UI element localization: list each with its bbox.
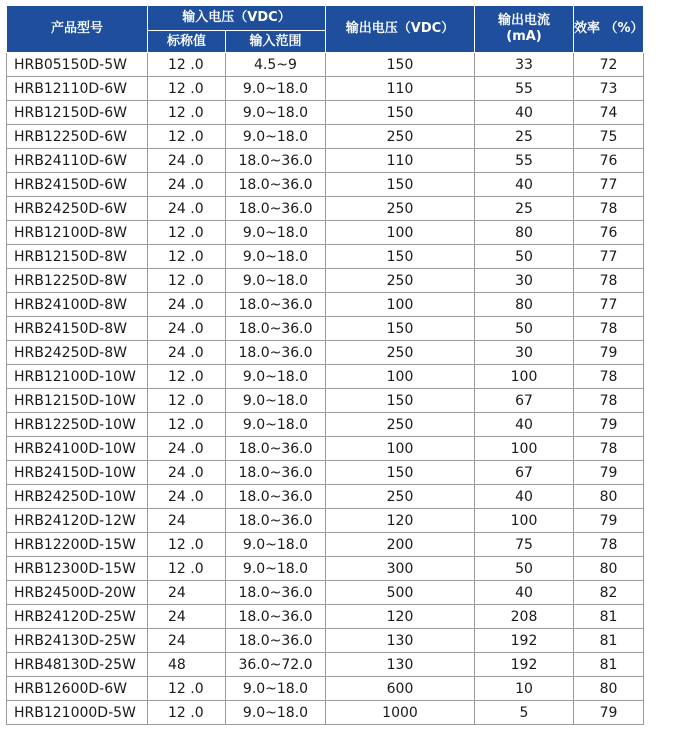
output-current-cell: 25 <box>475 197 574 221</box>
output-current-label: 输出电流 <box>497 13 550 28</box>
output-voltage-cell: 150 <box>326 461 475 485</box>
nominal-voltage-cell: 12 .0 <box>148 677 226 701</box>
table-row <box>7 269 644 293</box>
output-voltage-cell: 100 <box>326 293 475 317</box>
efficiency-cell: 79 <box>574 341 644 365</box>
model-cell: HRB24100D-8W <box>7 293 148 317</box>
input-range-cell: 9.0~18.0 <box>226 269 326 293</box>
nominal-voltage-cell: 12 .0 <box>148 413 226 437</box>
input-range-cell: 9.0~18.0 <box>226 533 326 557</box>
efficiency-cell: 82 <box>574 581 644 605</box>
output-current-cell: 55 <box>475 149 574 173</box>
input-range-cell: 9.0~18.0 <box>226 221 326 245</box>
model-cell: HRB24130D-25W <box>7 629 148 653</box>
output-voltage-cell: 150 <box>326 389 475 413</box>
efficiency-cell: 79 <box>574 413 644 437</box>
input-range-cell: 18.0~36.0 <box>226 509 326 533</box>
model-cell: HRB12300D-15W <box>7 557 148 581</box>
input-range-cell: 18.0~36.0 <box>226 317 326 341</box>
output-voltage-cell: 100 <box>326 365 475 389</box>
output-voltage-cell: 600 <box>326 677 475 701</box>
nominal-voltage-cell: 24 .0 <box>148 149 226 173</box>
table-row <box>7 173 644 197</box>
efficiency-cell: 74 <box>574 101 644 125</box>
output-voltage-cell: 300 <box>326 557 475 581</box>
output-voltage-cell: 150 <box>326 101 475 125</box>
model-cell: HRB24250D-10W <box>7 485 148 509</box>
model-cell: HRB24500D-20W <box>7 581 148 605</box>
output-current-cell: 40 <box>475 101 574 125</box>
input-range-cell: 18.0~36.0 <box>226 629 326 653</box>
output-current-cell: 25 <box>475 125 574 149</box>
efficiency-cell: 78 <box>574 197 644 221</box>
output-voltage-cell: 150 <box>326 173 475 197</box>
efficiency-cell: 78 <box>574 269 644 293</box>
input-range-cell: 18.0~36.0 <box>226 341 326 365</box>
input-range-cell: 9.0~18.0 <box>226 365 326 389</box>
output-current-unit: (mA) <box>506 29 542 44</box>
efficiency-cell: 73 <box>574 77 644 101</box>
efficiency-cell: 78 <box>574 317 644 341</box>
efficiency-cell: 81 <box>574 605 644 629</box>
model-cell: HRB12110D-6W <box>7 77 148 101</box>
efficiency-cell: 81 <box>574 653 644 677</box>
nominal-voltage-cell: 12 .0 <box>148 365 226 389</box>
efficiency-cell: 79 <box>574 509 644 533</box>
output-voltage-cell: 110 <box>326 77 475 101</box>
output-voltage-cell: 250 <box>326 341 475 365</box>
input-range-cell: 9.0~18.0 <box>226 389 326 413</box>
input-range-header: 输入范围 <box>226 31 326 53</box>
input-range-cell: 18.0~36.0 <box>226 485 326 509</box>
output-current-cell: 40 <box>475 413 574 437</box>
efficiency-cell: 78 <box>574 437 644 461</box>
table-row <box>7 677 644 701</box>
model-cell: HRB05150D-5W <box>7 53 148 77</box>
nominal-voltage-cell: 24 <box>148 581 226 605</box>
efficiency-cell: 80 <box>574 485 644 509</box>
model-cell: HRB24250D-6W <box>7 197 148 221</box>
nominal-voltage-cell: 12 .0 <box>148 245 226 269</box>
model-cell: HRB12150D-10W <box>7 389 148 413</box>
output-voltage-cell: 130 <box>326 629 475 653</box>
table-row <box>7 461 644 485</box>
input-range-cell: 18.0~36.0 <box>226 149 326 173</box>
table-row <box>7 701 644 725</box>
nominal-voltage-cell: 24 .0 <box>148 485 226 509</box>
nominal-voltage-cell: 24 .0 <box>148 437 226 461</box>
nominal-voltage-cell: 24 .0 <box>148 341 226 365</box>
table-row <box>7 317 644 341</box>
nominal-voltage-cell: 12 .0 <box>148 557 226 581</box>
efficiency-cell: 75 <box>574 125 644 149</box>
input-range-cell: 18.0~36.0 <box>226 293 326 317</box>
table-row <box>7 221 644 245</box>
nominal-voltage-cell: 24 <box>148 509 226 533</box>
input-range-cell: 9.0~18.0 <box>226 677 326 701</box>
spec-table <box>6 5 644 725</box>
output-voltage-cell: 150 <box>326 317 475 341</box>
input-range-cell: 18.0~36.0 <box>226 605 326 629</box>
output-voltage-cell: 110 <box>326 149 475 173</box>
output-current-cell: 40 <box>475 485 574 509</box>
output-current-cell: 75 <box>475 533 574 557</box>
table-row <box>7 77 644 101</box>
input-range-cell: 9.0~18.0 <box>226 101 326 125</box>
output-current-cell: 50 <box>475 557 574 581</box>
efficiency-cell: 78 <box>574 389 644 413</box>
nominal-voltage-cell: 48 <box>148 653 226 677</box>
output-current-cell: 40 <box>475 173 574 197</box>
output-current-cell: 50 <box>475 245 574 269</box>
table-row <box>7 533 644 557</box>
output-voltage-cell: 130 <box>326 653 475 677</box>
output-voltage-cell: 100 <box>326 437 475 461</box>
efficiency-cell: 76 <box>574 221 644 245</box>
output-current-cell: 30 <box>475 341 574 365</box>
model-cell: HRB24110D-6W <box>7 149 148 173</box>
table-row <box>7 629 644 653</box>
nominal-voltage-cell: 12 .0 <box>148 701 226 725</box>
model-cell: HRB12250D-10W <box>7 413 148 437</box>
output-current-header <box>475 6 574 53</box>
output-current-cell: 192 <box>475 629 574 653</box>
efficiency-cell: 76 <box>574 149 644 173</box>
table-row <box>7 485 644 509</box>
table-header <box>7 6 644 53</box>
input-range-cell: 18.0~36.0 <box>226 197 326 221</box>
efficiency-cell: 77 <box>574 245 644 269</box>
output-voltage-cell: 1000 <box>326 701 475 725</box>
efficiency-header: 效率 （%） <box>574 6 644 53</box>
nominal-voltage-cell: 12 .0 <box>148 533 226 557</box>
efficiency-cell: 79 <box>574 701 644 725</box>
model-header: 产品型号 <box>7 6 148 53</box>
output-current-cell: 10 <box>475 677 574 701</box>
input-range-cell: 9.0~18.0 <box>226 413 326 437</box>
model-cell: HRB12150D-6W <box>7 101 148 125</box>
input-range-cell: 4.5~9 <box>226 53 326 77</box>
table-row <box>7 53 644 77</box>
model-cell: HRB24150D-6W <box>7 173 148 197</box>
output-voltage-cell: 120 <box>326 509 475 533</box>
input-range-cell: 18.0~36.0 <box>226 581 326 605</box>
efficiency-cell: 81 <box>574 629 644 653</box>
model-cell: HRB12100D-8W <box>7 221 148 245</box>
input-range-cell: 9.0~18.0 <box>226 557 326 581</box>
nominal-voltage-cell: 24 <box>148 605 226 629</box>
table-row <box>7 653 644 677</box>
output-voltage-cell: 500 <box>326 581 475 605</box>
efficiency-cell: 77 <box>574 293 644 317</box>
table-row <box>7 365 644 389</box>
output-current-cell: 80 <box>475 293 574 317</box>
model-cell: HRB12200D-15W <box>7 533 148 557</box>
nominal-voltage-cell: 24 .0 <box>148 461 226 485</box>
input-range-cell: 9.0~18.0 <box>226 701 326 725</box>
model-cell: HRB121000D-5W <box>7 701 148 725</box>
output-voltage-cell: 250 <box>326 197 475 221</box>
output-voltage-cell: 150 <box>326 53 475 77</box>
output-current-cell: 100 <box>475 365 574 389</box>
output-voltage-cell: 250 <box>326 413 475 437</box>
table-row <box>7 197 644 221</box>
efficiency-cell: 80 <box>574 677 644 701</box>
output-current-cell: 5 <box>475 701 574 725</box>
table-row <box>7 437 644 461</box>
efficiency-cell: 77 <box>574 173 644 197</box>
output-current-cell: 80 <box>475 221 574 245</box>
output-current-cell: 192 <box>475 653 574 677</box>
model-cell: HRB24250D-8W <box>7 341 148 365</box>
table-row <box>7 149 644 173</box>
model-cell: HRB12100D-10W <box>7 365 148 389</box>
input-range-cell: 18.0~36.0 <box>226 461 326 485</box>
table-row <box>7 605 644 629</box>
model-cell: HRB24150D-10W <box>7 461 148 485</box>
table-row <box>7 293 644 317</box>
input-voltage-header: 输入电压（VDC） <box>148 6 326 31</box>
header-row-1 <box>7 6 644 31</box>
model-cell: HRB12250D-6W <box>7 125 148 149</box>
model-cell: HRB12250D-8W <box>7 269 148 293</box>
input-range-cell: 9.0~18.0 <box>226 77 326 101</box>
output-voltage-cell: 250 <box>326 269 475 293</box>
output-current-cell: 208 <box>475 605 574 629</box>
table-row <box>7 125 644 149</box>
output-current-cell: 100 <box>475 509 574 533</box>
table-row <box>7 413 644 437</box>
output-current-cell: 100 <box>475 437 574 461</box>
output-voltage-cell: 250 <box>326 125 475 149</box>
nominal-header: 标称值 <box>148 31 226 53</box>
nominal-voltage-cell: 12 .0 <box>148 125 226 149</box>
table-row <box>7 509 644 533</box>
model-cell: HRB48130D-25W <box>7 653 148 677</box>
table-body <box>7 53 644 725</box>
nominal-voltage-cell: 24 .0 <box>148 317 226 341</box>
nominal-voltage-cell: 24 .0 <box>148 197 226 221</box>
output-current-cell: 33 <box>475 53 574 77</box>
efficiency-cell: 78 <box>574 365 644 389</box>
efficiency-cell: 80 <box>574 557 644 581</box>
nominal-voltage-cell: 12 .0 <box>148 269 226 293</box>
table-row <box>7 341 644 365</box>
output-voltage-cell: 200 <box>326 533 475 557</box>
model-cell: HRB24120D-25W <box>7 605 148 629</box>
output-voltage-cell: 250 <box>326 485 475 509</box>
nominal-voltage-cell: 12 .0 <box>148 389 226 413</box>
output-current-cell: 55 <box>475 77 574 101</box>
output-voltage-cell: 120 <box>326 605 475 629</box>
output-current-cell: 67 <box>475 461 574 485</box>
efficiency-cell: 79 <box>574 461 644 485</box>
output-voltage-header: 输出电压（VDC） <box>326 6 475 53</box>
input-range-cell: 36.0~72.0 <box>226 653 326 677</box>
output-voltage-cell: 100 <box>326 221 475 245</box>
nominal-voltage-cell: 24 <box>148 629 226 653</box>
model-cell: HRB24120D-12W <box>7 509 148 533</box>
efficiency-cell: 78 <box>574 533 644 557</box>
nominal-voltage-cell: 24 .0 <box>148 293 226 317</box>
input-range-cell: 18.0~36.0 <box>226 173 326 197</box>
output-current-cell: 50 <box>475 317 574 341</box>
table-row <box>7 389 644 413</box>
output-current-cell: 30 <box>475 269 574 293</box>
nominal-voltage-cell: 12 .0 <box>148 101 226 125</box>
table-row <box>7 581 644 605</box>
nominal-voltage-cell: 24 .0 <box>148 173 226 197</box>
input-range-cell: 18.0~36.0 <box>226 437 326 461</box>
output-voltage-cell: 150 <box>326 245 475 269</box>
model-cell: HRB12600D-6W <box>7 677 148 701</box>
model-cell: HRB24100D-10W <box>7 437 148 461</box>
model-cell: HRB12150D-8W <box>7 245 148 269</box>
table-row <box>7 101 644 125</box>
output-current-cell: 67 <box>475 389 574 413</box>
table-row <box>7 557 644 581</box>
nominal-voltage-cell: 12 .0 <box>148 77 226 101</box>
output-current-cell: 40 <box>475 581 574 605</box>
efficiency-cell: 72 <box>574 53 644 77</box>
model-cell: HRB24150D-8W <box>7 317 148 341</box>
input-range-cell: 9.0~18.0 <box>226 125 326 149</box>
table-row <box>7 245 644 269</box>
input-range-cell: 9.0~18.0 <box>226 245 326 269</box>
nominal-voltage-cell: 12 .0 <box>148 221 226 245</box>
nominal-voltage-cell: 12 .0 <box>148 53 226 77</box>
